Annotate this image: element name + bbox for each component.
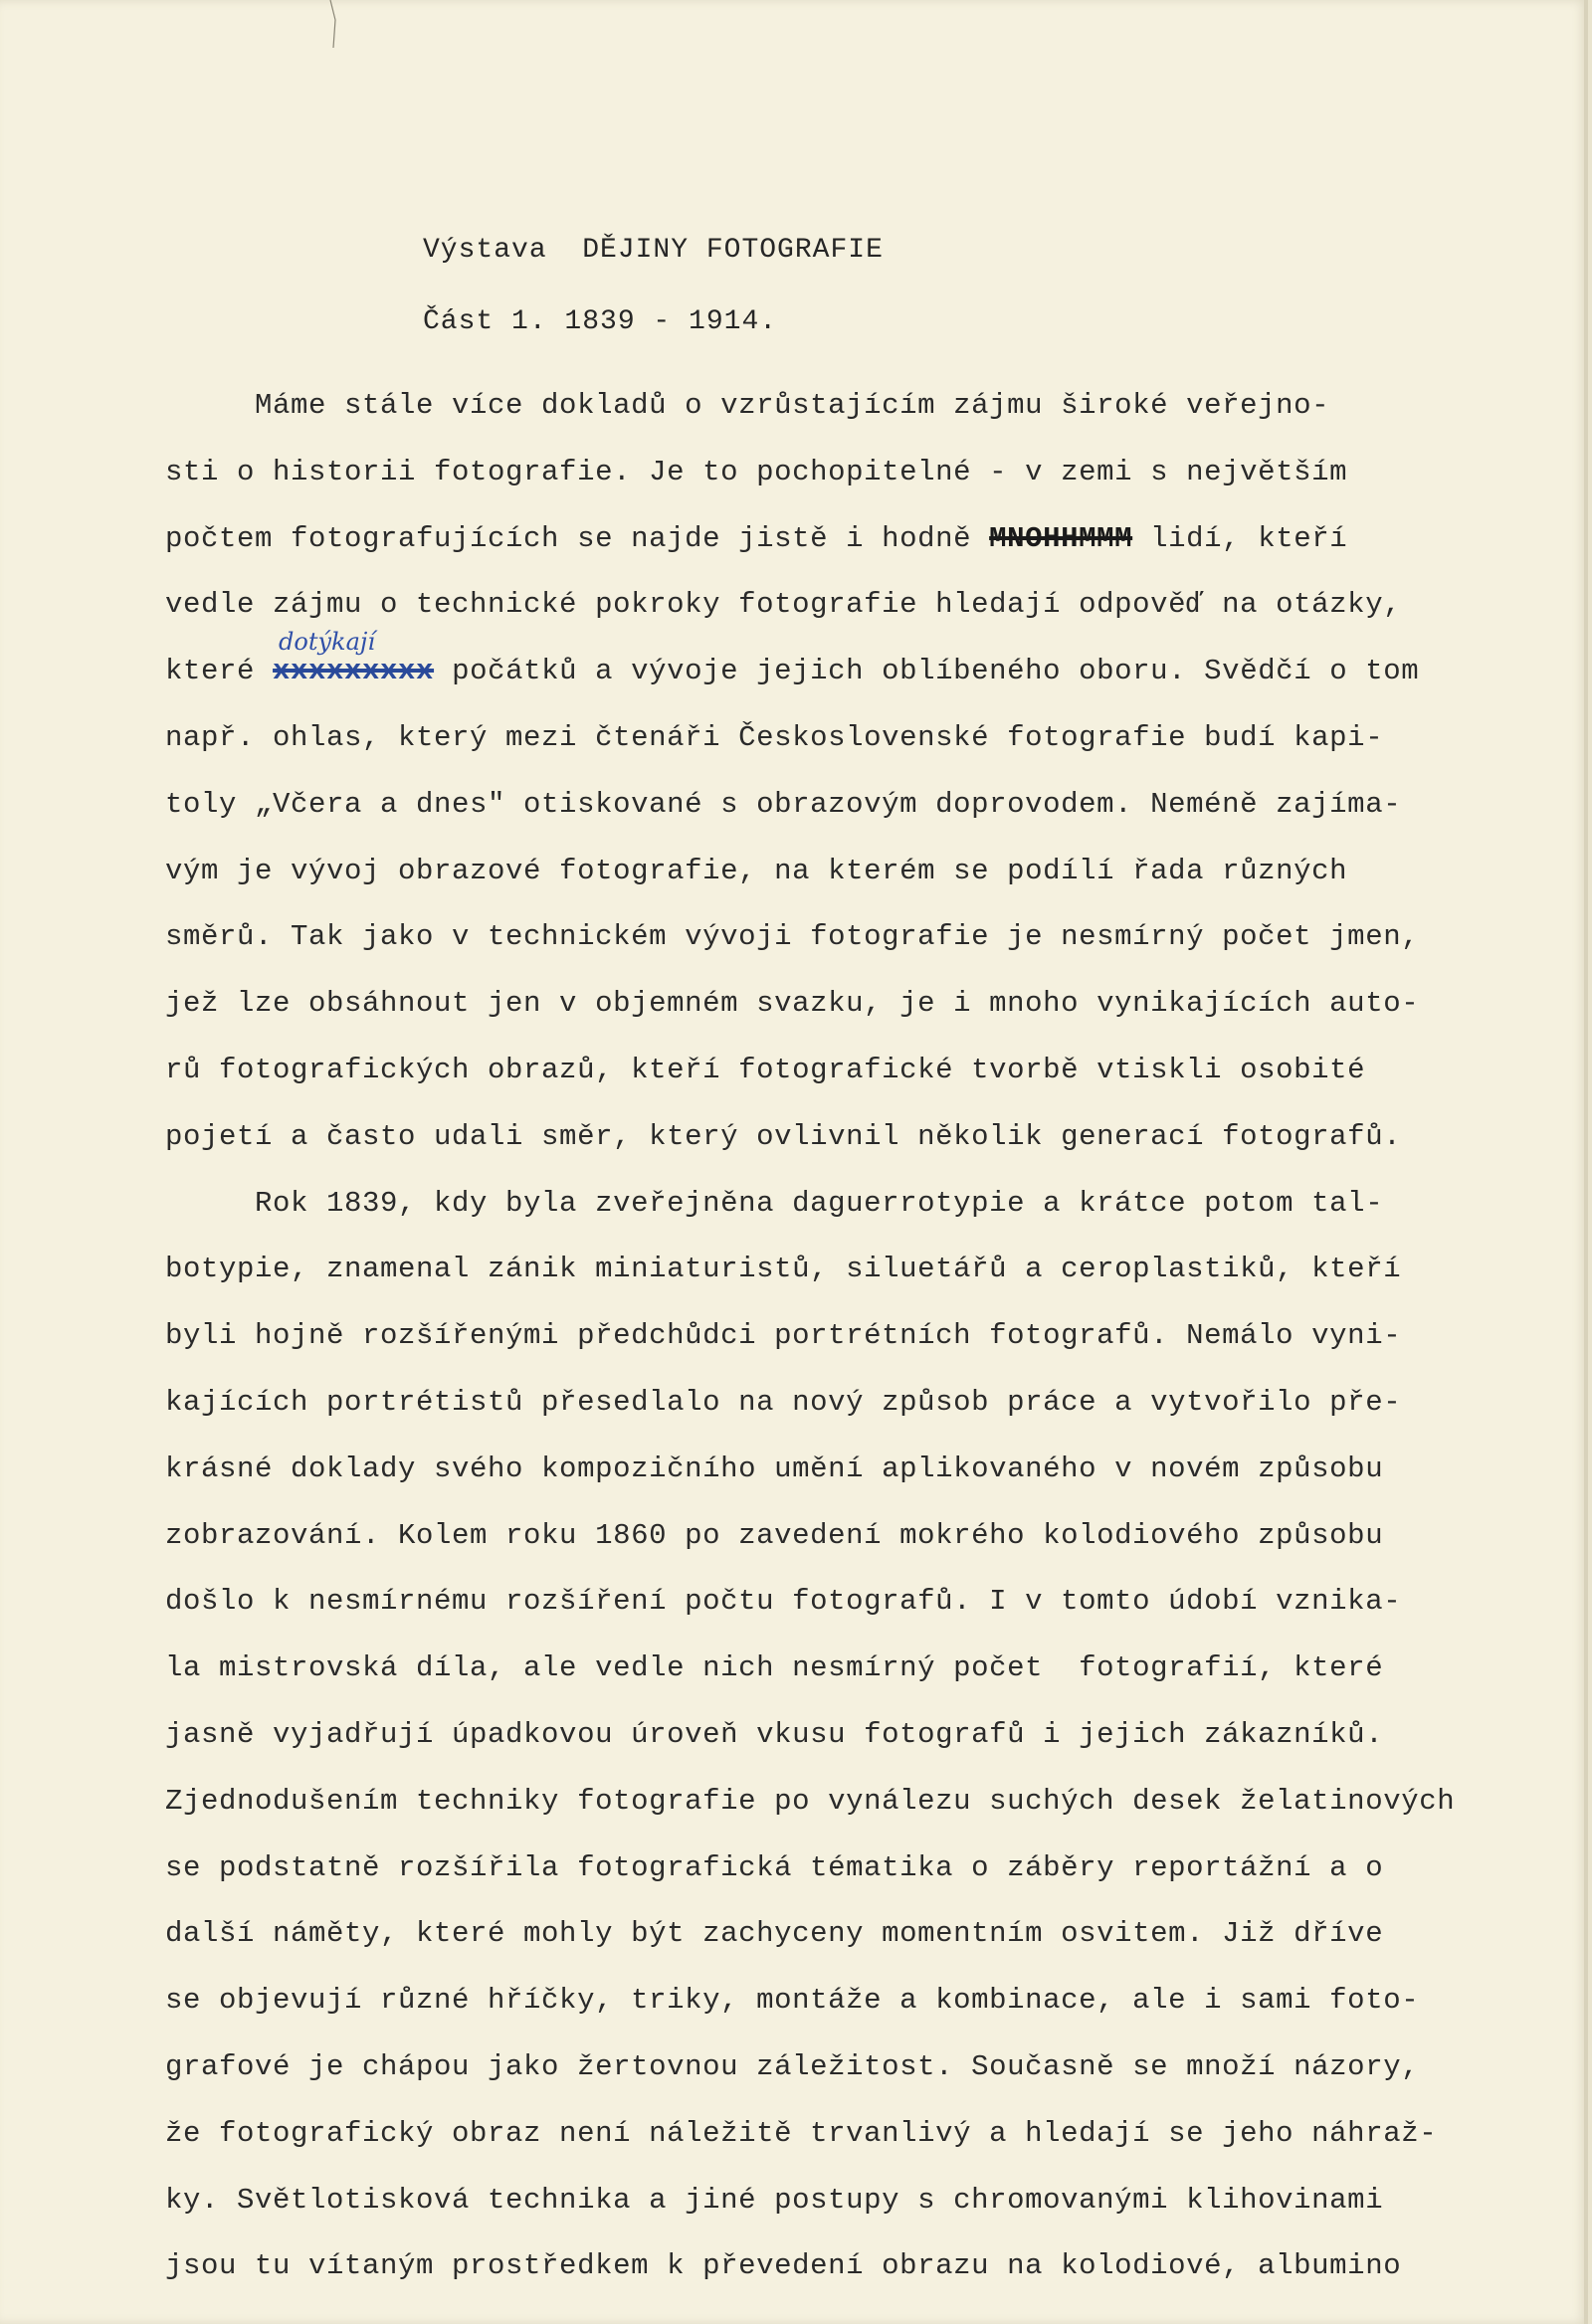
text-line (165, 2034, 1558, 2101)
text-line (165, 904, 1558, 971)
part-heading: Část 1. 1839 - 1914. (423, 306, 778, 337)
text-segment: jež lze obsáhnout jen v objemném svazku, je i mnoho vynikajících auto- (165, 987, 1420, 1021)
text-line (165, 1636, 1558, 1702)
text-segment: grafové je chápou jako žertovnou záležitost. Současně se množí názory, (165, 2049, 1420, 2083)
text-segment: počtem fotografujících se najde jistě i hodně (165, 521, 990, 555)
text-line (165, 1503, 1558, 1570)
text-line (165, 1836, 1558, 1902)
text-line (165, 971, 1558, 1038)
text-line (165, 1171, 1558, 1238)
struck-out-word: xxxxxxxxx dotýkají (273, 639, 434, 705)
text-segment: které (165, 655, 274, 688)
text-segment: kajících portrétistů přesedlalo na nový způsob práce a vytvořilo pře- (165, 1385, 1402, 1419)
title-block (423, 215, 884, 358)
text-line (165, 440, 1558, 506)
text-segment: jasně vyjadřují úpadkovou úroveň vkusu fotografů i jejich zákazníků. (165, 1717, 1384, 1751)
text-segment: směrů. Tak jako v technickém vývoji fotografie je nesmírný počet jmen, (165, 920, 1420, 954)
paper-scratch-mark (328, 0, 342, 50)
struck-out-word: MNOHHMMM (989, 521, 1133, 555)
text-line (165, 1769, 1558, 1836)
text-line (165, 506, 1558, 573)
text-segment: byli hojně rozšířenými předchůdci portrétních fotografů. Nemálo vyni- (165, 1319, 1402, 1353)
text-segment: pojetí a často udali směr, který ovlivnil několik generací fotografů. (165, 1119, 1402, 1153)
body-text (165, 373, 1558, 2300)
text-segment: krásné doklady svého kompozičního umění aplikovaného v novém způsobu (165, 1452, 1384, 1485)
text-segment: vedle zájmu o technické pokroky fotografie hledají odpověď na otázky, (165, 588, 1402, 622)
text-segment: že fotografický obraz není náležitě trvanlivý a hledají se jeho náhraž- (165, 2116, 1438, 2150)
exhibition-title: Výstava DĚJINY FOTOGRAFIE (423, 235, 884, 266)
text-line (165, 1901, 1558, 1968)
text-segment: např. ohlas, který mezi čtenáři Československé fotografie budí kapi- (165, 720, 1384, 754)
text-line (165, 839, 1558, 905)
text-segment: došlo k nesmírnému rozšíření počtu fotografů. I v tomto údobí vznika- (165, 1585, 1402, 1619)
text-segment: lidí, kteří (1132, 521, 1348, 555)
text-line (165, 1702, 1558, 1769)
text-line (165, 1370, 1558, 1437)
text-line (165, 1303, 1558, 1370)
text-line (165, 1038, 1558, 1104)
text-segment: toly „Včera a dnes" otiskované s obrazovým doprovodem. Neméně zajíma- (165, 787, 1402, 821)
text-segment: počátků a vývoje jejich oblíbeného oboru. Svědčí o tom (434, 655, 1420, 688)
paper-edge (1584, 0, 1588, 2324)
text-line (165, 705, 1558, 772)
text-segment: Rok 1839, kdy byla zveřejněna daguerrotypie a krátce potom tal- (165, 1186, 1384, 1220)
text-line (165, 1569, 1558, 1636)
text-segment: se objevují různé hříčky, triky, montáže a kombinace, ale i sami foto- (165, 1984, 1420, 2018)
text-line (165, 1104, 1558, 1171)
text-segment: ky. Světlotisková technika a jiné postupy s chromovanými klihovinami (165, 2183, 1384, 2217)
text-line (165, 1237, 1558, 1303)
text-segment: se podstatně rozšířila fotografická tématika o záběry reportážní a o (165, 1850, 1384, 1884)
text-segment: la mistrovská díla, ale vedle nich nesmírný počet fotografií, které (165, 1651, 1384, 1685)
text-line (165, 1968, 1558, 2034)
text-line (165, 628, 1558, 705)
text-segment: Máme stále více dokladů o vzrůstajícím zájmu široké veřejno- (165, 389, 1330, 422)
text-line (165, 2101, 1558, 2168)
handwritten-insertion: dotýkají (279, 628, 376, 657)
text-segment: rů fotografických obrazů, kteří fotografické tvorbě vtiskli osobité (165, 1053, 1366, 1086)
text-segment: zobrazování. Kolem roku 1860 po zavedení mokrého kolodiového způsobu (165, 1518, 1384, 1552)
text-segment: jsou tu vítaným prostředkem k převedení obrazu na kolodiové, albumino (165, 2249, 1402, 2283)
text-line (165, 2168, 1558, 2234)
text-segment: sti o historii fotografie. Je to pochopitelné - v zemi s největším (165, 455, 1348, 488)
text-segment: Zjednodušením techniky fotografie po vynálezu suchých desek želatinových (165, 1784, 1456, 1818)
text-segment: botypie, znamenal zánik miniaturistů, siluetářů a ceroplastiků, kteří (165, 1253, 1402, 1286)
text-segment: další náměty, které mohly být zachyceny momentním osvitem. Již dříve (165, 1917, 1384, 1951)
text-segment: vým je vývoj obrazové fotografie, na kterém se podílí řada různých (165, 854, 1348, 887)
text-line (165, 1437, 1558, 1503)
text-line (165, 772, 1558, 839)
text-line (165, 373, 1558, 440)
text-line (165, 2233, 1558, 2300)
